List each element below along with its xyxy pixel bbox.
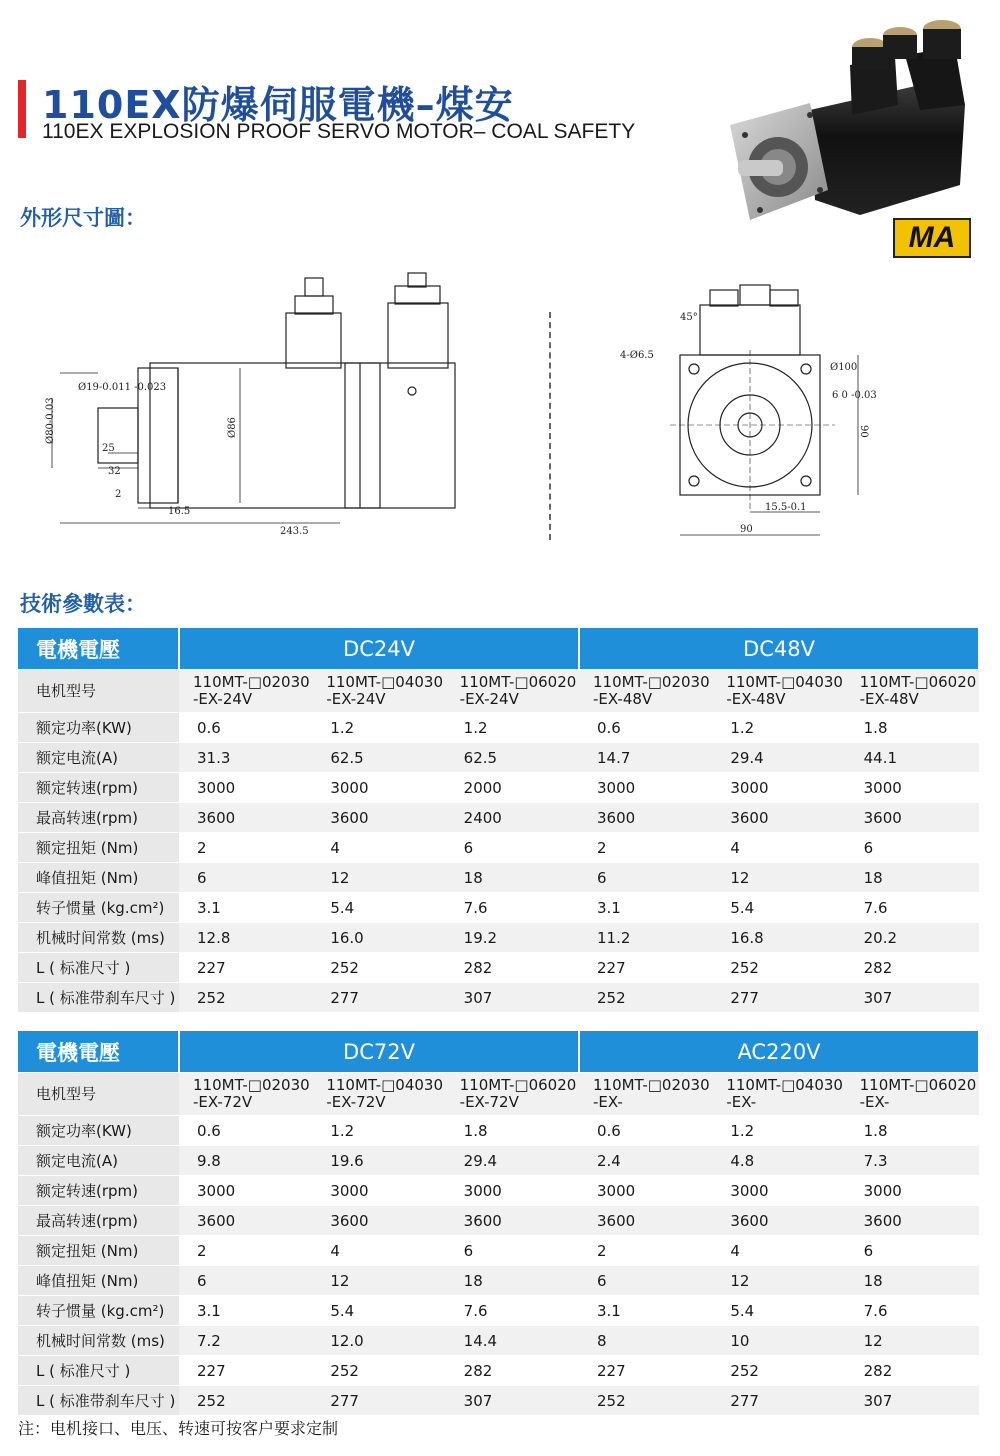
table-row [18,1266,979,1296]
value-cell: 1.8 [846,713,979,743]
drawing-divider [549,312,551,540]
value-cell: 6 [179,863,312,893]
row-label: 额定功率(KW) [18,1116,179,1146]
value-cell: 12 [312,863,445,893]
value-cell: 2 [179,1236,312,1266]
table-row [18,713,979,743]
value-cell: 29.4 [446,1146,579,1176]
row-label: 机械时间常数 (ms) [18,923,179,953]
value-cell: 5.4 [712,893,845,923]
value-cell: 252 [312,953,445,983]
value-cell: 3600 [579,803,712,833]
value-cell: 0.6 [579,713,712,743]
value-cell: 3600 [712,803,845,833]
value-cell: 8 [579,1326,712,1356]
value-cell: 3600 [712,1206,845,1236]
value-cell: 1.2 [712,713,845,743]
table-row [18,1236,979,1266]
value-cell: 7.3 [846,1146,979,1176]
group-header: DC72V [179,1031,579,1073]
value-cell: 20.2 [846,923,979,953]
value-cell: 282 [446,1356,579,1386]
value-cell: 6 [446,1236,579,1266]
table-1-body [18,713,979,1013]
value-cell: 2400 [446,803,579,833]
value-cell: 277 [712,1386,845,1416]
group-header: DC48V [579,628,979,670]
value-cell: 11.2 [579,923,712,953]
value-cell: 2 [579,1236,712,1266]
value-cell: 9.8 [179,1146,312,1176]
value-cell: 2 [579,833,712,863]
value-cell: 44.1 [846,743,979,773]
table-row [18,923,979,953]
row-label: L ( 标准尺寸 ) [18,953,179,983]
value-cell: 12 [712,1266,845,1296]
value-cell: 3000 [312,773,445,803]
value-cell: 227 [179,1356,312,1386]
side-view-drawing [40,268,500,540]
row-label: 额定转速(rpm) [18,773,179,803]
model-cell: 110MT-□06020 -EX-24V [446,670,579,713]
row-label: 额定电流(A) [18,1146,179,1176]
value-cell: 12 [846,1326,979,1356]
dim-key-height: 15.5-0.1 [765,502,807,513]
row-label: 额定扭矩 (Nm) [18,833,179,863]
value-cell: 7.6 [446,1296,579,1326]
dim-step: 2 [115,489,122,500]
value-cell: 0.6 [179,1116,312,1146]
value-cell: 12.8 [179,923,312,953]
table-row [18,983,979,1013]
value-cell: 19.2 [446,923,579,953]
group-header: AC220V [579,1031,979,1073]
value-cell: 3600 [179,1206,312,1236]
value-cell: 10 [712,1326,845,1356]
value-cell: 16.0 [312,923,445,953]
dim-body-diameter: Ø86 [227,417,238,438]
table-row [18,1146,979,1176]
model-cell: 110MT-□04030 -EX- [712,1073,845,1116]
value-cell: 19.6 [312,1146,445,1176]
dim-shaft-diameter: Ø19-0.011 -0.023 [78,382,167,393]
value-cell: 1.8 [846,1116,979,1146]
model-cell: 110MT-□02030 -EX-72V [179,1073,312,1116]
value-cell: 1.2 [446,713,579,743]
dim-mount-holes: 4-Ø6.5 [620,350,654,361]
table-2-body [18,1116,979,1416]
value-cell: 3600 [846,1206,979,1236]
value-cell: 3600 [179,803,312,833]
value-cell: 3000 [312,1176,445,1206]
table-row [18,1356,979,1386]
value-cell: 3000 [446,1176,579,1206]
model-cell: 110MT-□04030 -EX-72V [312,1073,445,1116]
value-cell: 7.6 [446,893,579,923]
value-cell: 307 [846,1386,979,1416]
dim-pcd: Ø100 [830,362,858,373]
model-cell: 110MT-□04030 -EX-24V [312,670,445,713]
table-row [18,773,979,803]
dim-width: 90 [740,524,753,535]
value-cell: 3600 [446,1206,579,1236]
value-cell: 16.8 [712,923,845,953]
group-header: DC24V [179,628,579,670]
row-label: 转子惯量 (kg.cm²) [18,1296,179,1326]
table-row [18,953,979,983]
row-label: 额定扭矩 (Nm) [18,1236,179,1266]
value-cell: 6 [579,863,712,893]
value-cell: 3000 [179,1176,312,1206]
row-label: 额定电流(A) [18,743,179,773]
table-row [18,1386,979,1416]
value-cell: 0.6 [179,713,312,743]
title-accent-bar [18,80,26,138]
value-cell: 18 [846,863,979,893]
value-cell: 62.5 [312,743,445,773]
row-label: L ( 标准尺寸 ) [18,1356,179,1386]
value-cell: 3000 [712,1176,845,1206]
value-cell: 4 [712,833,845,863]
value-cell: 18 [446,1266,579,1296]
value-cell: 277 [312,983,445,1013]
table-row [18,743,979,773]
model-cell: 110MT-□06020 -EX-72V [446,1073,579,1116]
value-cell: 1.2 [712,1116,845,1146]
value-cell: 3.1 [179,1296,312,1326]
value-cell: 252 [312,1356,445,1386]
dim-total-length: 243.5 [280,526,309,537]
value-cell: 227 [179,953,312,983]
value-cell: 3000 [579,773,712,803]
value-cell: 3000 [179,773,312,803]
value-cell: 3.1 [179,893,312,923]
value-cell: 12.0 [312,1326,445,1356]
value-cell: 6 [179,1266,312,1296]
dim-shaft-length: 32 [108,466,121,477]
value-cell: 31.3 [179,743,312,773]
value-cell: 227 [579,953,712,983]
value-cell: 307 [446,1386,579,1416]
value-cell: 29.4 [712,743,845,773]
row-label: L ( 标准带刹车尺寸 ) [18,1386,179,1416]
value-cell: 4.8 [712,1146,845,1176]
value-cell: 14.7 [579,743,712,773]
value-cell: 3600 [846,803,979,833]
value-cell: 252 [712,953,845,983]
model-cell: 110MT-□02030 -EX-24V [179,670,312,713]
dim-key-width: 6 0 -0.03 [832,390,877,401]
row-label: 机械时间常数 (ms) [18,1326,179,1356]
table-row [18,1206,979,1236]
row-label: 最高转速(rpm) [18,1206,179,1236]
section-dimensions-heading: 外形尺寸圖： [20,206,146,230]
value-cell: 4 [712,1236,845,1266]
value-cell: 3000 [712,773,845,803]
value-cell: 252 [579,983,712,1013]
model-label: 电机型号 [18,1073,179,1116]
value-cell: 282 [846,953,979,983]
model-label: 电机型号 [18,670,179,713]
row-label: 峰值扭矩 (Nm) [18,1266,179,1296]
value-cell: 7.6 [846,893,979,923]
value-cell: 14.4 [446,1326,579,1356]
row-label: 峰值扭矩 (Nm) [18,863,179,893]
value-cell: 1.2 [312,713,445,743]
table-row [18,1116,979,1146]
value-cell: 3600 [312,1206,445,1236]
section-technical-heading: 技術參數表： [20,592,146,616]
value-cell: 3.1 [579,893,712,923]
dim-flange-diameter: Ø80-0.03 [45,397,56,444]
value-cell: 6 [846,833,979,863]
front-view-drawing [610,250,880,545]
value-cell: 1.8 [446,1116,579,1146]
value-cell: 5.4 [712,1296,845,1326]
table-row [18,1176,979,1206]
value-cell: 227 [579,1356,712,1386]
value-cell: 7.6 [846,1296,979,1326]
value-cell: 252 [712,1356,845,1386]
value-cell: 277 [712,983,845,1013]
value-cell: 2000 [446,773,579,803]
value-cell: 18 [446,863,579,893]
ma-certification-badge: MA [893,218,971,258]
model-cell: 110MT-□06020 -EX-48V [846,670,979,713]
value-cell: 252 [179,1386,312,1416]
value-cell: 3600 [312,803,445,833]
value-cell: 2 [179,833,312,863]
dim-key-length: 25 [102,443,115,454]
model-cell: 110MT-□06020 -EX- [846,1073,979,1116]
value-cell: 3000 [846,1176,979,1206]
value-cell: 307 [446,983,579,1013]
value-cell: 4 [312,833,445,863]
table-row [18,1326,979,1356]
model-cell: 110MT-□02030 -EX-48V [579,670,712,713]
row-label: 额定功率(KW) [18,713,179,743]
value-cell: 5.4 [312,893,445,923]
table-row [18,893,979,923]
page-title: 110EX防爆伺服電機–煤安 [42,83,514,127]
value-cell: 252 [579,1386,712,1416]
value-cell: 307 [846,983,979,1013]
model-cell: 110MT-□02030 -EX- [579,1073,712,1116]
value-cell: 3.1 [579,1296,712,1326]
value-cell: 282 [446,953,579,983]
value-cell: 62.5 [446,743,579,773]
header-voltage-label: 電機電壓 [18,628,179,670]
value-cell: 6 [446,833,579,863]
table-row [18,833,979,863]
value-cell: 12 [712,863,845,893]
value-cell: 1.2 [312,1116,445,1146]
value-cell: 282 [846,1356,979,1386]
motor-photo [720,15,980,230]
value-cell: 6 [579,1266,712,1296]
value-cell: 18 [846,1266,979,1296]
dim-flange-thickness: 16.5 [168,506,191,517]
value-cell: 252 [179,983,312,1013]
value-cell: 0.6 [579,1116,712,1146]
value-cell: 4 [312,1236,445,1266]
page-subtitle: 110EX EXPLOSION PROOF SERVO MOTOR– COAL SAFETY [42,120,636,143]
footer-note: 注：电机接口、电压、转速可按客户要求定制 [18,1419,339,1438]
dim-angle: 45° [680,312,698,323]
spec-table-2 [18,1031,980,1416]
table-row [18,1296,979,1326]
value-cell: 12 [312,1266,445,1296]
row-label: 转子惯量 (kg.cm²) [18,893,179,923]
value-cell: 6 [846,1236,979,1266]
table-row [18,803,979,833]
spec-table-1 [18,628,980,1013]
value-cell: 5.4 [312,1296,445,1326]
dim-height: 90 [858,425,869,438]
header-voltage-label: 電機電壓 [18,1031,179,1073]
model-cell: 110MT-□04030 -EX-48V [712,670,845,713]
row-label: 额定转速(rpm) [18,1176,179,1206]
table-row [18,863,979,893]
value-cell: 277 [312,1386,445,1416]
value-cell: 3000 [846,773,979,803]
value-cell: 3600 [579,1206,712,1236]
row-label: 最高转速(rpm) [18,803,179,833]
value-cell: 2.4 [579,1146,712,1176]
row-label: L ( 标准带刹车尺寸 ) [18,983,179,1013]
value-cell: 7.2 [179,1326,312,1356]
value-cell: 3000 [579,1176,712,1206]
